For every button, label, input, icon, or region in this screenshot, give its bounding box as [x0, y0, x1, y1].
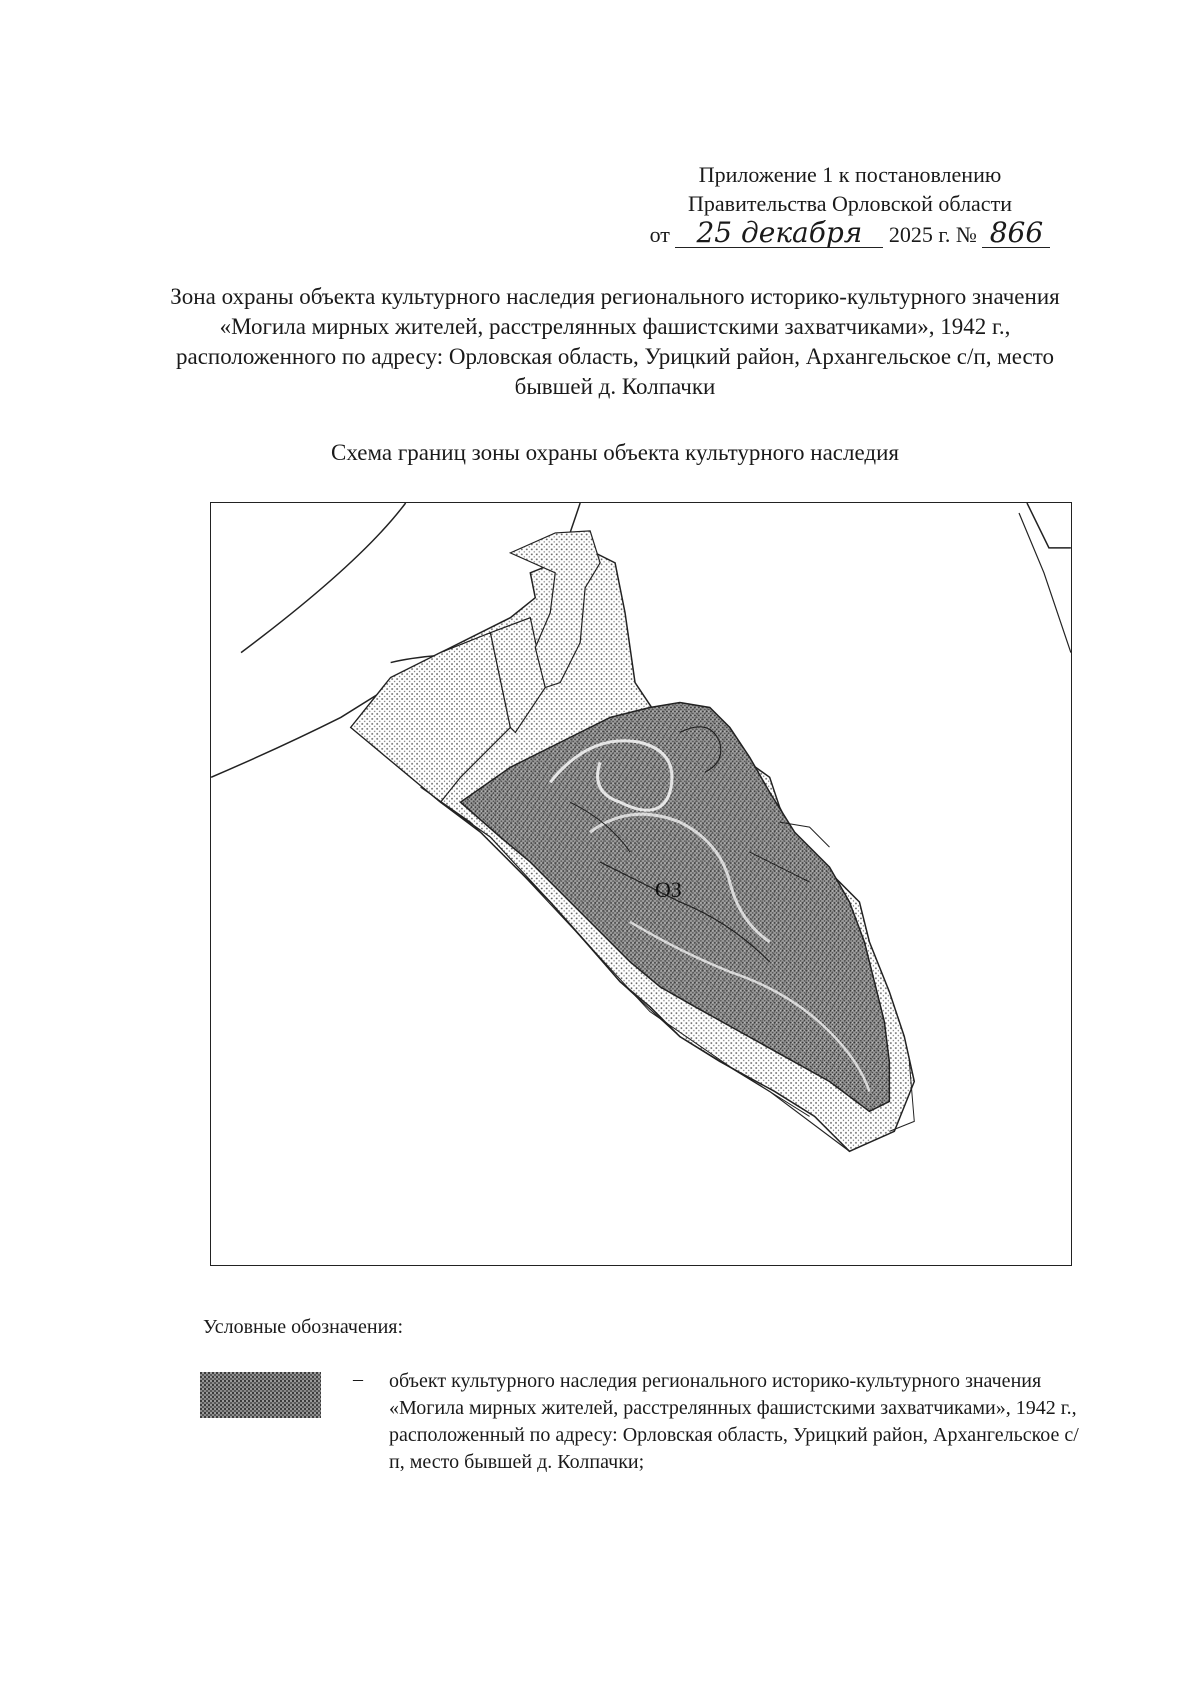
zone-label-oz: ОЗ: [654, 876, 682, 902]
handwritten-number: 866: [982, 218, 1050, 248]
legend-dash: –: [353, 1368, 363, 1390]
background-boundary-top: [241, 503, 406, 653]
appendix-line-1: Приложение 1 к постановлению: [698, 162, 1002, 187]
document-title: Зона охраны объекта культурного наследия регионального историко-культурного значения «Могила мирных жителей, расстрелянных фашистскими захватчиками», 1942 г., расположенного по адресу: Орловская область, Урицкий район, Архангельское с/п, место бывшей д. Колпачки: [170, 284, 1060, 399]
background-boundary-right-corner: [1027, 503, 1071, 548]
date-prefix: от: [649, 222, 670, 247]
legend-swatch-heritage-object: [200, 1372, 321, 1418]
boundary-scheme-map: [210, 502, 1072, 1266]
legend-title: Условные обозначения:: [203, 1316, 404, 1338]
heritage-object-hatch: [460, 702, 889, 1111]
legend-item-text: объект культурного наследия регионального историко-культурного значения «Могила мирных жителей, расстрелянных фашистскими захватчиками», 1942 г., расположенный по адресу: Орловская область, Урицкий район, Архангельское с/п, место бывшей д. Колпачки;: [389, 1370, 1079, 1473]
year-text: 2025 г. №: [888, 222, 977, 247]
background-boundary-right-edge: [1019, 513, 1071, 653]
scheme-subtitle: Схема границ зоны охраны объекта культурного наследия: [331, 440, 899, 465]
appendix-line-2: Правительства Орловской области: [688, 191, 1012, 216]
appendix-date-line: [620, 218, 1080, 249]
appendix-header: [620, 160, 1080, 249]
map-drawing: [211, 503, 1071, 1265]
handwritten-date: 25 декабря: [675, 218, 883, 248]
